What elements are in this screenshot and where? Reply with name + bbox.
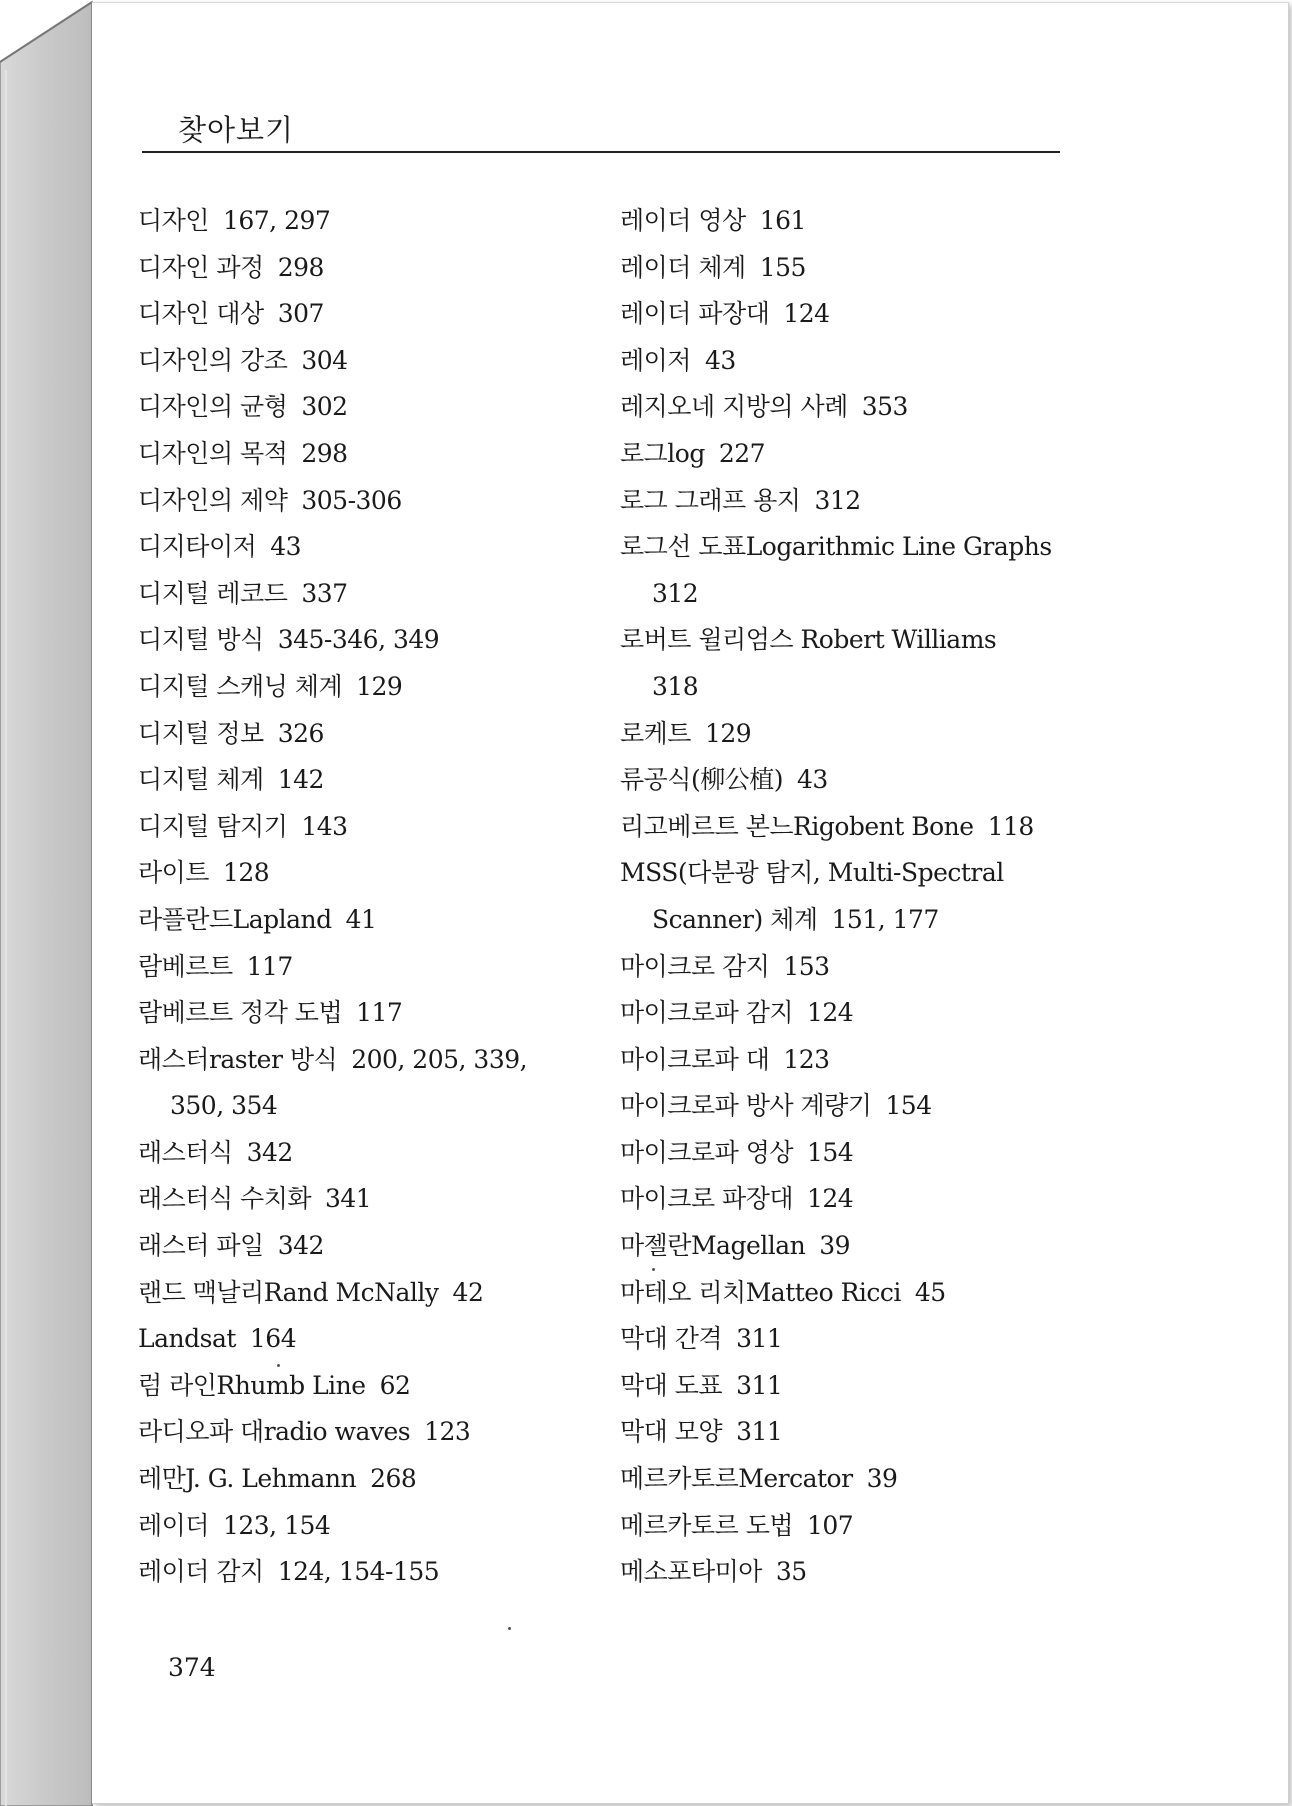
index-entry xyxy=(620,617,1072,664)
index-page-refs: 326 xyxy=(277,718,324,748)
index-page-refs: 341 xyxy=(325,1184,372,1214)
index-term: 디지털 스캐닝 체계 xyxy=(138,671,343,701)
index-term: 류공식(柳公植) xyxy=(620,765,783,795)
index-page-refs: 227 xyxy=(718,438,766,468)
index-page-refs: 305-306 xyxy=(301,485,402,515)
index-page-refs: 337 xyxy=(301,578,348,608)
index-term: 막대 간격 xyxy=(620,1324,723,1354)
index-page-refs: 43 xyxy=(270,532,302,562)
index-entry xyxy=(620,291,1072,338)
index-entry xyxy=(138,524,578,571)
index-entry xyxy=(138,478,578,525)
index-page-refs: 123 xyxy=(783,1044,830,1074)
index-page-refs: 124 xyxy=(807,998,854,1028)
index-term: 랜드 맥날리Rand McNally xyxy=(138,1277,439,1307)
index-page-refs: 164 xyxy=(249,1324,297,1354)
scan-speck xyxy=(652,1268,655,1271)
index-entry xyxy=(620,1223,1072,1270)
index-term: 메소포타미아 xyxy=(620,1557,762,1587)
index-term: 마이크로 파장대 xyxy=(620,1184,793,1214)
index-page-refs: 161 xyxy=(759,206,806,235)
index-entry xyxy=(138,757,578,804)
index-entry xyxy=(620,897,1072,944)
index-page-refs: 353 xyxy=(861,392,908,422)
index-entry xyxy=(620,1083,1072,1130)
index-term: 디지털 체계 xyxy=(138,765,264,795)
index-term: 로그선 도표Logarithmic Line Graphs xyxy=(620,532,1052,562)
index-term: 레이더 감지 xyxy=(138,1557,264,1587)
header-rule xyxy=(142,151,1060,153)
index-term: 로버트 윌리엄스 Robert Williams xyxy=(620,625,997,655)
index-page-refs: 43 xyxy=(796,765,828,795)
index-term: 막대 모양 xyxy=(620,1417,723,1447)
index-entry xyxy=(620,1549,1072,1596)
index-entry xyxy=(620,1176,1072,1223)
index-term: 디자인의 균형 xyxy=(138,392,288,422)
index-page-refs: 342 xyxy=(277,1231,324,1261)
index-term: 래스터식 수치화 xyxy=(138,1184,311,1214)
index-page-refs: 62 xyxy=(379,1370,411,1400)
index-term: 디자인의 강조 xyxy=(138,345,288,375)
index-entry xyxy=(620,804,1072,851)
index-page-refs: 124, 154-155 xyxy=(277,1557,440,1587)
index-page-refs: 124 xyxy=(783,299,830,329)
index-term: 럼 라인Rhumb Line xyxy=(138,1370,366,1400)
index-entry xyxy=(620,1503,1072,1550)
index-term: Landsat xyxy=(138,1324,236,1354)
index-entry xyxy=(138,245,578,292)
index-entry xyxy=(138,291,578,338)
index-page-refs: 200, 205, 339, xyxy=(351,1044,528,1074)
index-term: 래스터raster 방식 xyxy=(138,1044,338,1074)
index-page-refs: 312 xyxy=(652,578,699,608)
index-term: 마테오 리치Matteo Ricci xyxy=(620,1277,901,1307)
index-page-refs: 155 xyxy=(759,252,806,282)
index-entry xyxy=(138,1456,578,1503)
index-term: 래스터식 xyxy=(138,1137,233,1167)
index-page-refs: 39 xyxy=(866,1464,898,1494)
index-page-refs: 307 xyxy=(277,299,324,329)
index-term: 디자인 xyxy=(138,206,209,235)
index-page-refs: 42 xyxy=(452,1277,484,1307)
index-term: 라플란드Lapland xyxy=(138,904,332,934)
index-term: 마이크로파 대 xyxy=(620,1044,770,1074)
index-term: 디자인 대상 xyxy=(138,299,264,329)
index-entry xyxy=(620,850,1072,897)
index-entry xyxy=(138,944,578,991)
index-page-refs: 298 xyxy=(277,252,324,282)
index-entry xyxy=(138,1270,578,1317)
index-entry xyxy=(138,198,578,245)
index-term: 래스터 파일 xyxy=(138,1231,264,1261)
index-page-refs: 350, 354 xyxy=(170,1091,278,1121)
index-term: 레이저 xyxy=(620,345,691,375)
index-entry xyxy=(620,524,1072,571)
index-entry xyxy=(620,1456,1072,1503)
index-entry xyxy=(620,1037,1072,1084)
scan-speck xyxy=(508,1627,511,1630)
index-entry xyxy=(138,384,578,431)
index-page-refs: 117 xyxy=(356,998,403,1028)
index-term: 람베르트 정각 도법 xyxy=(138,998,343,1028)
index-page-refs: 302 xyxy=(301,392,348,422)
index-page-refs: 117 xyxy=(246,951,293,981)
index-page-refs: 41 xyxy=(345,904,377,934)
index-page-refs: 142 xyxy=(277,765,324,795)
index-entry xyxy=(138,338,578,385)
index-term: 디지털 방식 xyxy=(138,625,264,655)
index-term: 마이크로파 영상 xyxy=(620,1137,793,1167)
index-entry xyxy=(138,1549,578,1596)
index-term: 디지털 정보 xyxy=(138,718,264,748)
index-entry xyxy=(620,1130,1072,1177)
index-entry xyxy=(620,664,1072,711)
index-term: 메르카토르Mercator xyxy=(620,1464,853,1494)
index-term: 로케트 xyxy=(620,718,691,748)
index-term: 디지털 레코드 xyxy=(138,578,288,608)
index-page-refs: 268 xyxy=(370,1464,417,1494)
index-entry xyxy=(138,1130,578,1177)
index-term: 디자인의 목적 xyxy=(138,438,288,468)
index-term: 레지오네 지방의 사례 xyxy=(620,392,848,422)
index-entry xyxy=(620,571,1072,618)
index-column-left xyxy=(138,198,578,1596)
index-term: 라디오파 대radio waves xyxy=(138,1417,411,1447)
index-page-refs: 129 xyxy=(356,671,403,701)
index-page-refs: 345-346, 349 xyxy=(277,625,440,655)
index-entry xyxy=(620,1270,1072,1317)
index-page-refs: 123 xyxy=(424,1417,471,1447)
index-entry xyxy=(138,1083,578,1130)
index-page-refs: 311 xyxy=(736,1370,783,1400)
index-term: 로그 그래프 용지 xyxy=(620,485,801,515)
index-term: 마이크로파 방사 계량기 xyxy=(620,1091,872,1121)
index-term: 리고베르트 본느Rigobent Bone xyxy=(620,811,974,841)
index-term: 디지털 탐지기 xyxy=(138,811,288,841)
index-term: 디자인 과정 xyxy=(138,252,264,282)
index-entry xyxy=(138,617,578,664)
index-page-refs: 143 xyxy=(301,811,348,841)
index-page-refs: 311 xyxy=(736,1324,783,1354)
index-entry xyxy=(138,571,578,618)
index-term: 디지타이저 xyxy=(138,532,257,562)
index-page-refs: 35 xyxy=(775,1557,807,1587)
index-page-refs: 154 xyxy=(885,1091,932,1121)
index-term: 메르카토르 도법 xyxy=(620,1510,793,1540)
index-entry xyxy=(620,757,1072,804)
index-entry xyxy=(620,198,1072,245)
index-page-refs: 154 xyxy=(807,1137,854,1167)
index-term: 로그log xyxy=(620,438,705,468)
index-entry xyxy=(138,1503,578,1550)
index-entry xyxy=(138,1176,578,1223)
index-page-refs: 45 xyxy=(914,1277,946,1307)
index-entry xyxy=(620,431,1072,478)
index-entry xyxy=(138,1223,578,1270)
index-entry xyxy=(620,478,1072,525)
index-entry xyxy=(620,338,1072,385)
index-entry xyxy=(138,1316,578,1363)
index-term: 레이더 체계 xyxy=(620,252,746,282)
index-term: 디자인의 제약 xyxy=(138,485,288,515)
index-entry xyxy=(138,1409,578,1456)
index-page-refs: 128 xyxy=(222,858,270,888)
index-entry xyxy=(620,990,1072,1037)
index-term: 마이크로파 감지 xyxy=(620,998,793,1028)
index-term: 레이더 영상 xyxy=(620,206,746,235)
index-entry xyxy=(138,664,578,711)
scan-speck xyxy=(277,1364,280,1367)
index-page-refs: 312 xyxy=(814,485,861,515)
index-page-refs: 151, 177 xyxy=(831,904,939,934)
index-entry xyxy=(138,804,578,851)
index-entry xyxy=(138,431,578,478)
index-entry xyxy=(620,384,1072,431)
index-page-refs: 43 xyxy=(704,345,736,375)
index-term: 막대 도표 xyxy=(620,1370,723,1400)
index-page-refs: 153 xyxy=(783,951,830,981)
index-page-refs: 39 xyxy=(819,1231,851,1261)
index-page-refs: 304 xyxy=(301,345,348,375)
index-term: 마젤란Magellan xyxy=(620,1231,806,1261)
index-entry xyxy=(138,990,578,1037)
index-entry xyxy=(138,1363,578,1410)
index-page-refs: 311 xyxy=(736,1417,783,1447)
index-page-refs: 123, 154 xyxy=(222,1510,331,1540)
index-entry xyxy=(138,1037,578,1084)
index-entry xyxy=(620,1316,1072,1363)
index-term: 람베르트 xyxy=(138,951,233,981)
index-term: 레이더 xyxy=(138,1510,209,1540)
index-term: Scanner) 체계 xyxy=(652,904,818,934)
index-page-refs: 342 xyxy=(246,1137,293,1167)
index-entry xyxy=(138,850,578,897)
index-page-refs: 318 xyxy=(652,671,699,701)
index-entry xyxy=(620,245,1072,292)
index-page-refs: 124 xyxy=(807,1184,854,1214)
index-term: 라이트 xyxy=(138,858,209,888)
index-page-refs: 298 xyxy=(301,438,348,468)
index-entry xyxy=(138,711,578,758)
index-entry xyxy=(620,1409,1072,1456)
index-page-refs: 118 xyxy=(987,811,1034,841)
page-number: 374 xyxy=(168,1653,216,1682)
index-entry xyxy=(620,1363,1072,1410)
running-head: 찾아보기 xyxy=(178,113,295,147)
index-entry xyxy=(620,944,1072,991)
index-entry xyxy=(620,711,1072,758)
index-term: 마이크로 감지 xyxy=(620,951,770,981)
index-page-refs: 129 xyxy=(704,718,752,748)
index-page-refs: 167, 297 xyxy=(222,206,331,235)
index-entry xyxy=(138,897,578,944)
index-term: 레이더 파장대 xyxy=(620,299,770,329)
index-term: MSS(다분광 탐지, Multi-Spectral xyxy=(620,858,1004,888)
index-column-right xyxy=(620,198,1072,1596)
index-page-refs: 107 xyxy=(807,1510,854,1540)
index-term: 레만J. G. Lehmann xyxy=(138,1464,357,1494)
